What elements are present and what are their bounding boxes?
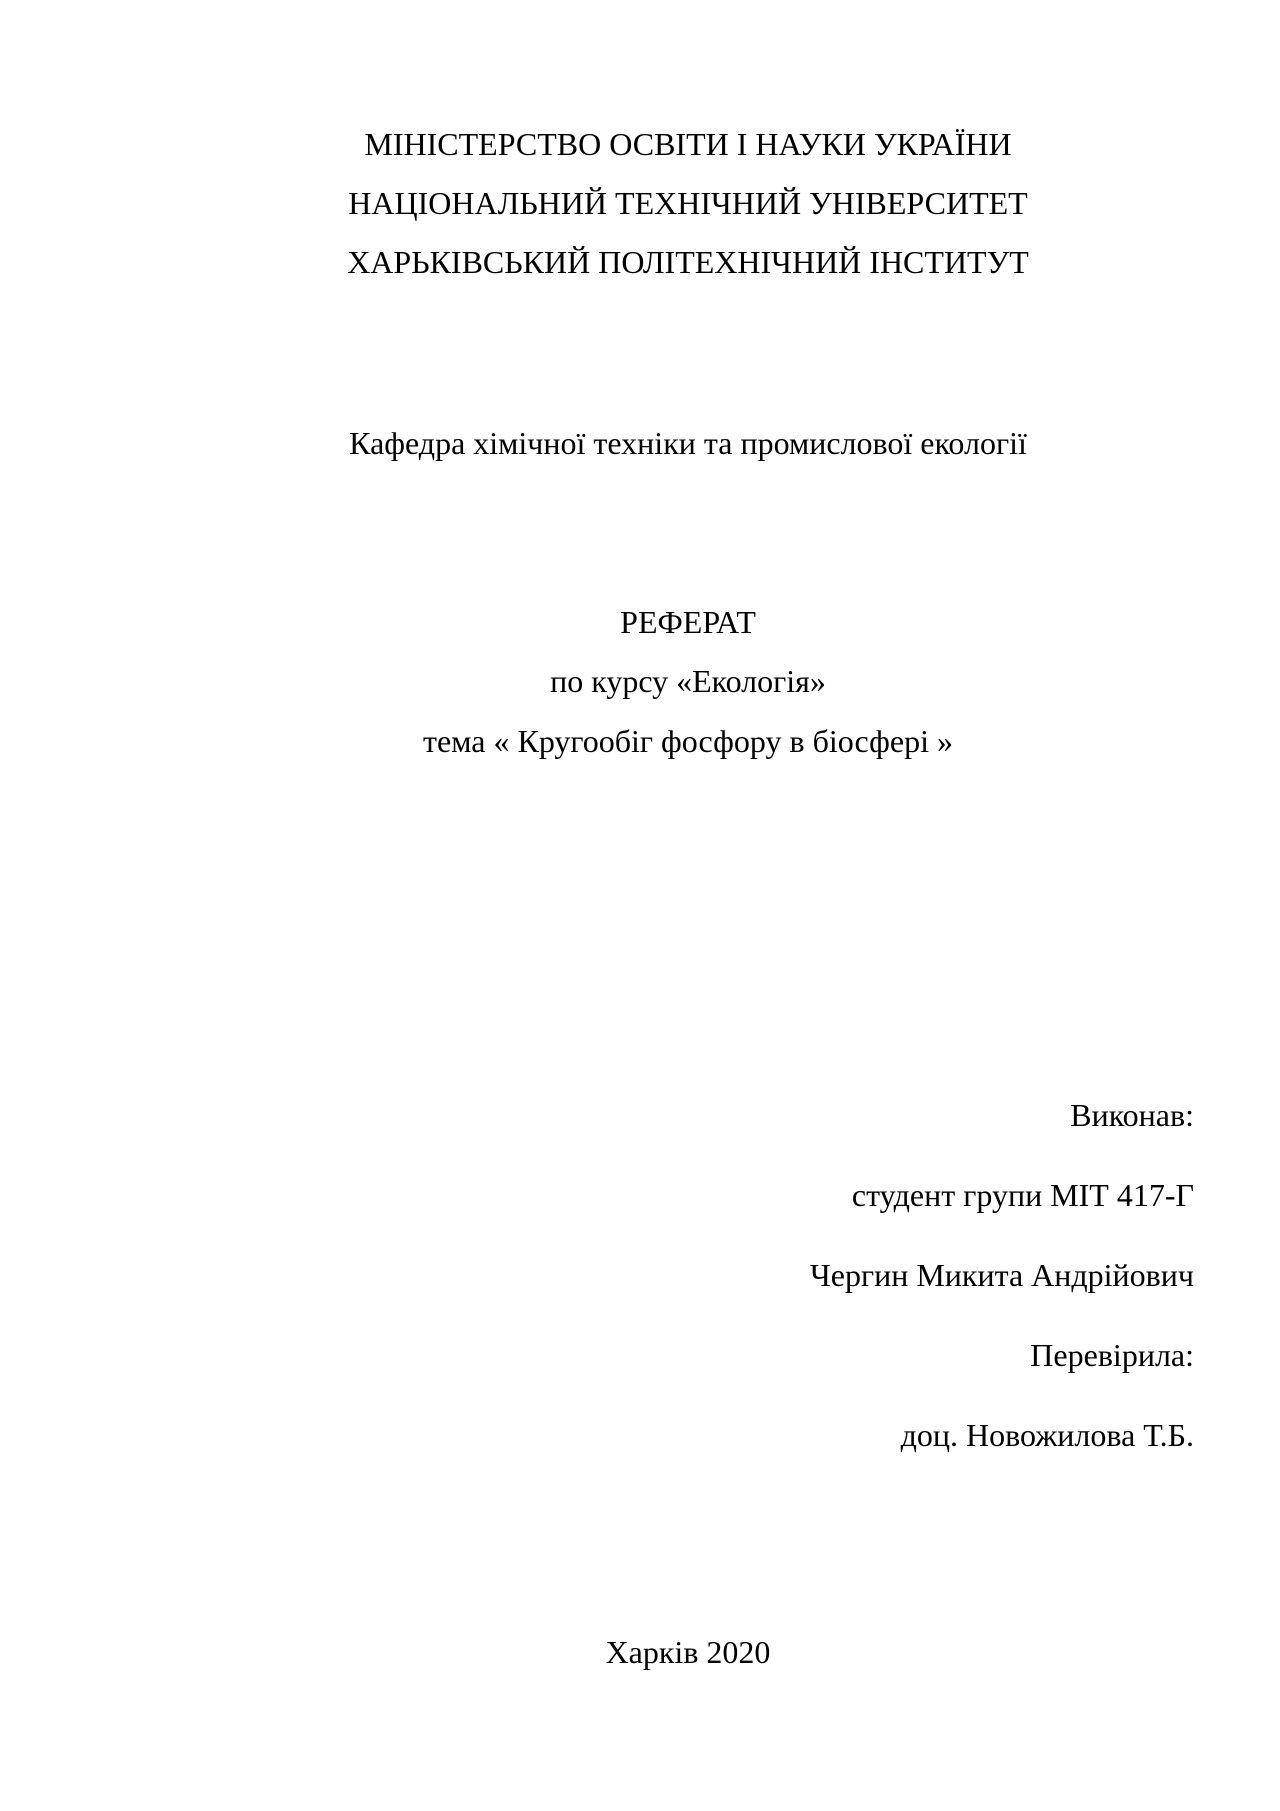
- city-year: Харків 2020: [605, 1634, 771, 1670]
- student-name: Чергин Микита Андрійович: [809, 1257, 1194, 1293]
- checker-name: доц. Новожилова Т.Б.: [900, 1417, 1194, 1453]
- university-heading: НАЦІОНАЛЬНИЙ ТЕХНІЧНИЙ УНІВЕРСИТЕТ: [348, 185, 1028, 221]
- student-group: студент групи МІТ 417-Г: [851, 1177, 1194, 1213]
- ministry-heading: МІНІСТЕРСТВО ОСВІТИ І НАУКИ УКРАЇНИ: [364, 126, 1012, 162]
- institute-heading: ХАРЬКІВСЬКИЙ ПОЛІТЕХНІЧНИЙ ІНСТИТУТ: [347, 244, 1029, 280]
- performed-label: Виконав:: [1070, 1097, 1194, 1133]
- work-type-title: РЕФЕРАТ: [620, 604, 756, 640]
- checked-label: Перевірила:: [1030, 1337, 1194, 1373]
- topic-title: тема « Кругообіг фосфору в біосфері »: [423, 723, 953, 759]
- department-name: Кафедра хімічної техніки та промислової екології: [349, 425, 1027, 461]
- course-name: по курсу «Екологія»: [550, 663, 826, 699]
